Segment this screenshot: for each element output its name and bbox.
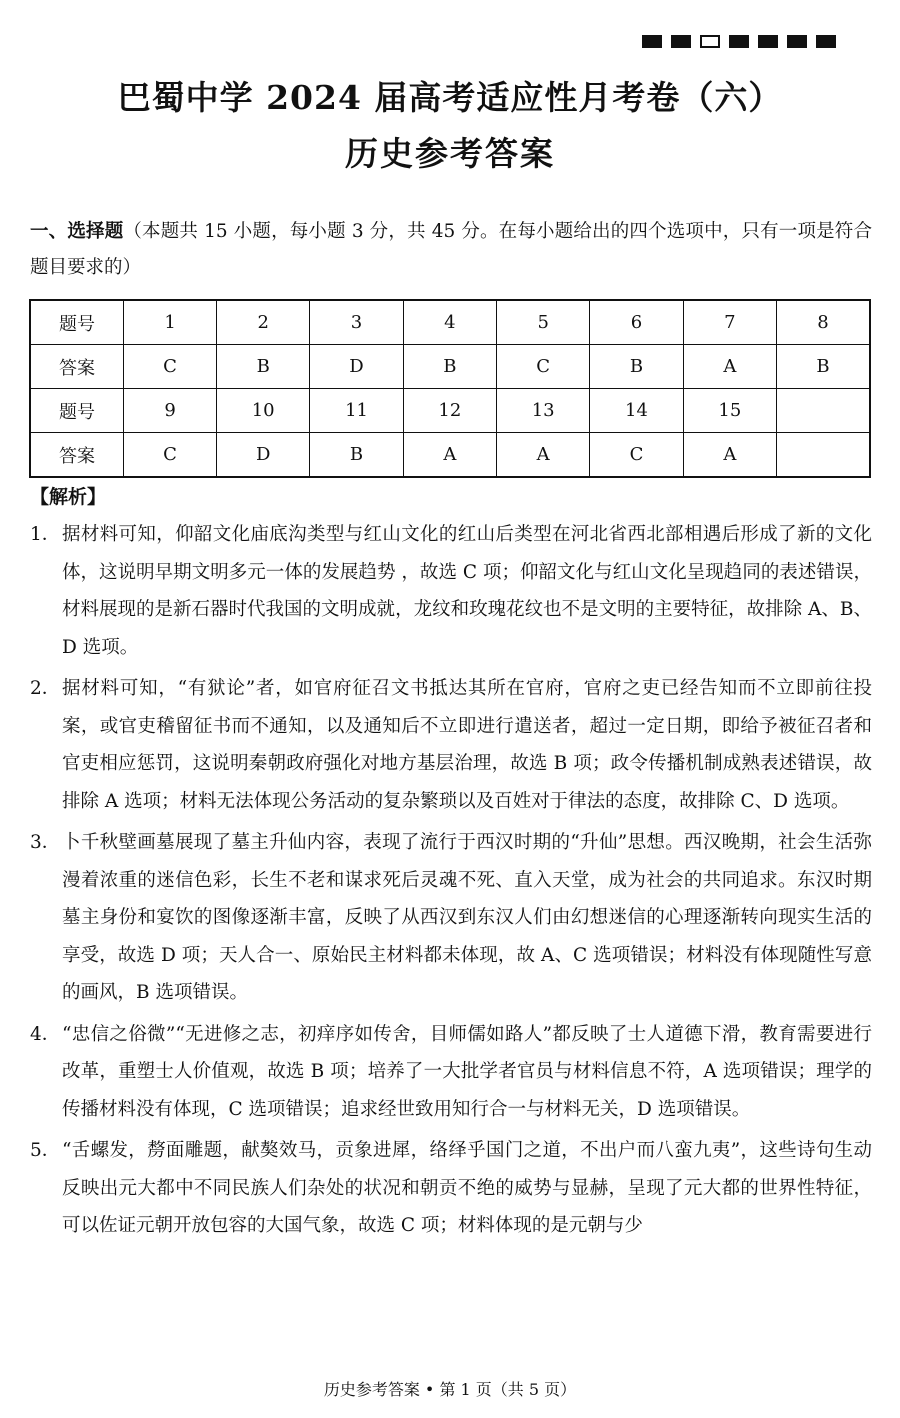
explanation-number: 3．: [30, 832, 61, 853]
header-mark: [642, 35, 662, 48]
table-cell: 4: [403, 300, 496, 345]
explanation-number: 1．: [30, 524, 61, 545]
table-cell: 6: [590, 300, 683, 345]
explanation-number: 4．: [30, 1023, 61, 1045]
header-mark: [700, 35, 720, 48]
explanation-number: 2．: [30, 678, 61, 699]
explanation-text: 卜千秋壁画墓展现了墓主升仙内容，表现了流行于西汉时期的“升仙”思想。西汉晚期，社会生活弥漫着浓重的迷信色彩，长生不老和谋求死后灵魂不死、直入天堂，成为社会的共同追求。东汉时期墓主身份和宴饮的图像逐渐丰富，反映了从西汉到东汉人们由幻想迷信的心理逐渐转向现实生活的享受，故选 D 项；天人合一、原始民主材料都未体现，故 A、C 选项错误；材料没有体现随性写意的画风，B 选项错误。: [62, 832, 872, 1003]
explanation-list: [30, 516, 872, 1249]
table-cell: A: [683, 345, 776, 389]
table-cell: A: [683, 433, 776, 478]
table-cell: 5: [497, 300, 590, 345]
table-row: [30, 300, 870, 345]
row-header-cell: 题号: [30, 300, 124, 345]
table-cell: B: [217, 345, 310, 389]
section-title: 一、选择题: [30, 221, 124, 242]
table-cell: C: [497, 345, 590, 389]
explanation-item: [30, 670, 872, 820]
table-cell: 13: [497, 389, 590, 433]
table-cell: 10: [217, 389, 310, 433]
explanation-number: 5．: [30, 1140, 61, 1161]
table-cell: 7: [683, 300, 776, 345]
table-row: [30, 345, 870, 389]
table-row: [30, 389, 870, 433]
table-cell: B: [403, 345, 496, 389]
explanation-item: [30, 824, 872, 1012]
header-marks: [642, 35, 836, 48]
header-mark: [729, 35, 749, 48]
explanation-text: “忠信之俗微”“无进修之志，初痒序如传舍，目师儒如路人”都反映了士人道德下滑，教育需要进行改革，重塑士人价值观，故选 B 项；培养了一大批学者官员与材料信息不符，A 选项错误；理学的传播材料没有体现，C 选项错误；追求经世致用知行合一与材料无关，D 选项错误。: [62, 1023, 872, 1120]
page-footer: 历史参考答案 • 第 1 页（共 5 页）: [323, 1380, 577, 1399]
explanation-text: “舌螺发，剺面雕题，献獒效马，贡象进犀，络绎乎国门之道，不出户而八蛮九夷”，这些诗句生动反映出元大都中不同民族人们杂处的状况和朝贡不绝的威势与显赫，呈现了元大都的世界性特征，可以佐证元朝开放包容的大国气象，故选 C 项；材料体现的是元朝与少: [62, 1140, 872, 1236]
table-cell: 1: [124, 300, 217, 345]
explanation-item: [30, 516, 872, 666]
row-header-cell: 答案: [30, 345, 124, 389]
table-cell: 2: [217, 300, 310, 345]
table-cell: B: [590, 345, 683, 389]
answer-table: [29, 299, 871, 478]
document-title: 巴蜀中学 2024 届高考适应性月考卷（六）: [117, 78, 783, 117]
table-row: [30, 433, 870, 478]
table-cell: C: [124, 345, 217, 389]
table-cell: C: [124, 433, 217, 478]
table-cell: 11: [310, 389, 403, 433]
header-mark: [816, 35, 836, 48]
section-description: （本题共 15 小题，每小题 3 分，共 45 分。在每小题给出的四个选项中，只有一项是符合题目要求的）: [30, 221, 872, 278]
explanation-text: 据材料可知，“有狱论”者，如官府征召文书抵达其所在官府，官府之吏已经告知而不立即前往投案，或官吏稽留征书而不通知，以及通知后不立即进行遣送者，超过一定日期，即给予被征召者和官吏相应惩罚，这说明秦朝政府强化对地方基层治理，故选 B 项；政令传播机制成熟表述错误，故排除 A 选项；材料无法体现公务活动的复杂繁琐以及百姓对于律法的态度，故排除 C、D 选项。: [62, 678, 872, 812]
table-cell: [777, 433, 871, 478]
table-cell: A: [497, 433, 590, 478]
row-header-cell: 题号: [30, 389, 124, 433]
explanation-item: [30, 1016, 872, 1129]
table-cell: D: [310, 345, 403, 389]
table-cell: 14: [590, 389, 683, 433]
table-cell: B: [777, 345, 871, 389]
table-cell: B: [310, 433, 403, 478]
table-cell: 8: [777, 300, 871, 345]
analysis-label: 【解析】: [30, 486, 107, 508]
table-cell: 15: [683, 389, 776, 433]
row-header-cell: 答案: [30, 433, 124, 478]
header-mark: [787, 35, 807, 48]
table-cell: [777, 389, 871, 433]
table-cell: 12: [403, 389, 496, 433]
explanation-text: 据材料可知，仰韶文化庙底沟类型与红山文化的红山后类型在河北省西北部相遇后形成了新的文化体，这说明早期文明多元一体的发展趋势 ，故选 C 项；仰韶文化与红山文化呈现趋同的表述错误，材料展现的是新石器时代我国的文明成就，龙纹和玫瑰花纹也不是文明的主要特征，故排除 A、B、D 选项。: [62, 524, 872, 658]
document-subtitle: 历史参考答案: [345, 134, 555, 173]
table-cell: A: [403, 433, 496, 478]
explanation-item: [30, 1132, 872, 1245]
table-cell: C: [590, 433, 683, 478]
header-mark: [758, 35, 778, 48]
table-cell: 9: [124, 389, 217, 433]
section-heading: [30, 214, 872, 286]
header-mark: [671, 35, 691, 48]
table-cell: D: [217, 433, 310, 478]
table-cell: 3: [310, 300, 403, 345]
